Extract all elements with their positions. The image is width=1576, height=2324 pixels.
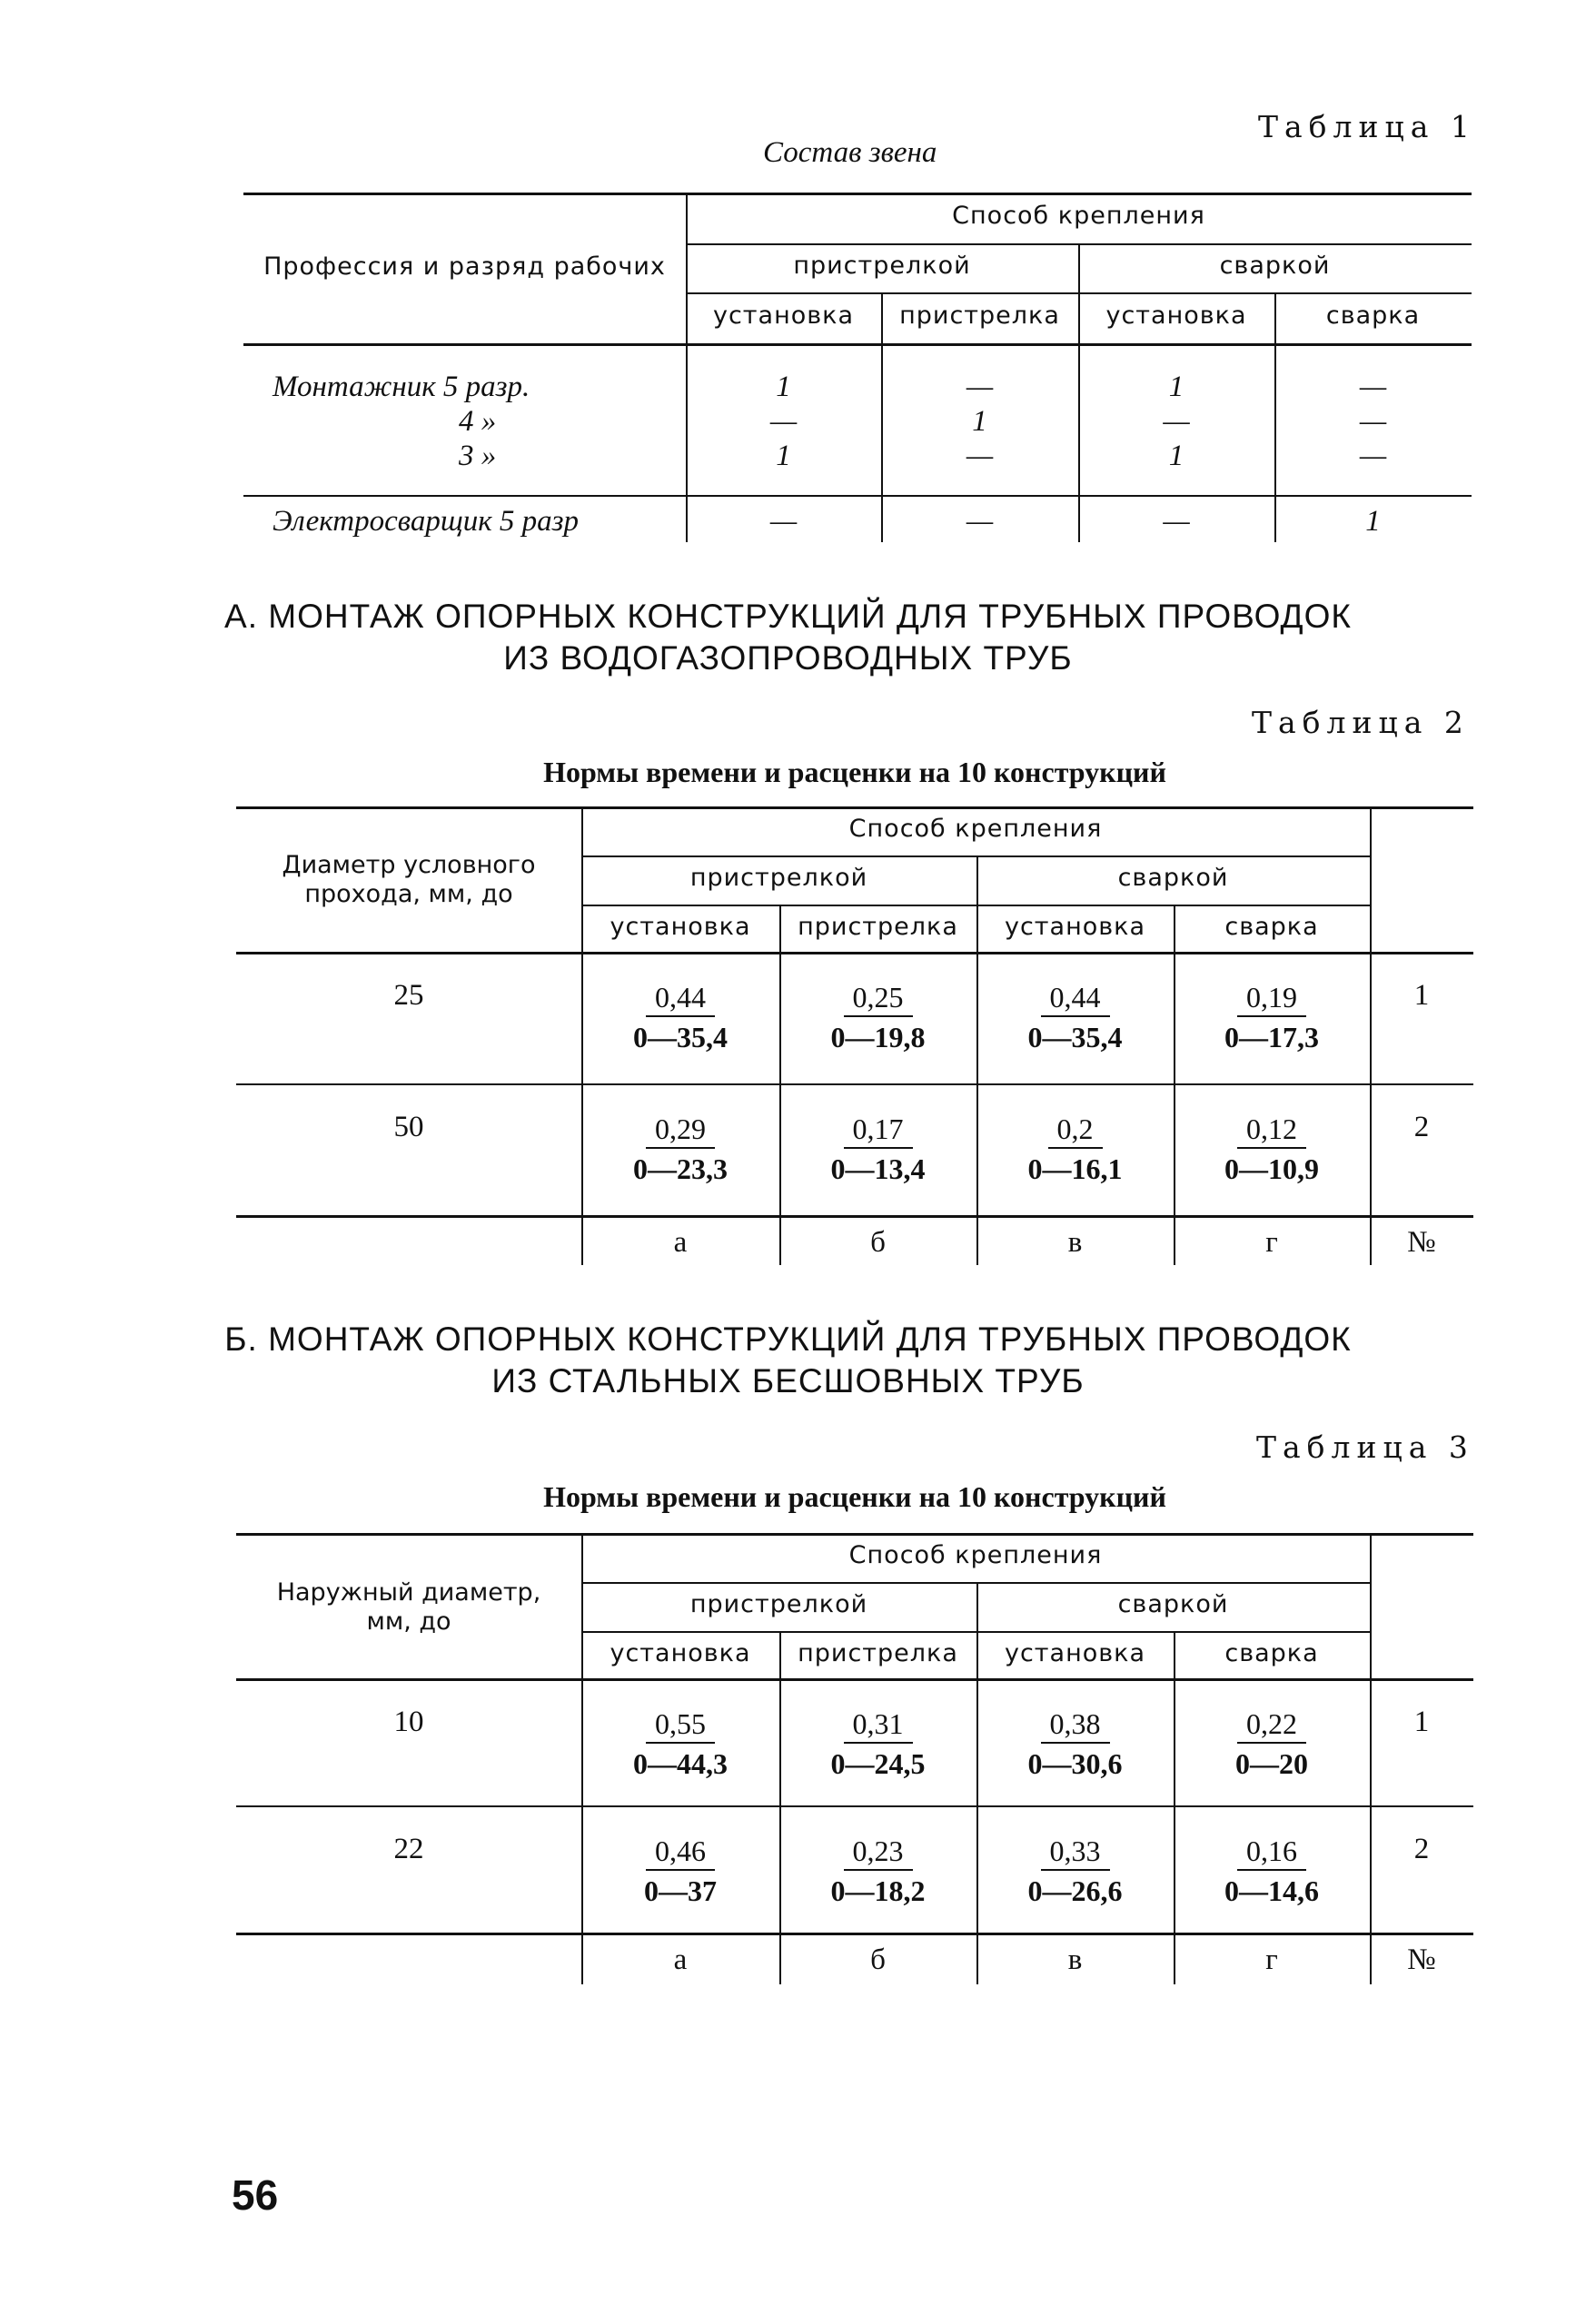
table2-value <box>581 981 779 1055</box>
table1-row-name: Монтажник 5 разр. <box>273 371 530 403</box>
table3-col-letter: г <box>1265 1943 1278 1976</box>
page-number: 56 <box>232 2171 279 2219</box>
table3-rule <box>581 1631 1370 1633</box>
table3-row-number: 2 <box>1413 1833 1430 1865</box>
table3-method-b: сваркой <box>1117 1590 1229 1618</box>
table1-row-name: 4 » <box>459 405 497 438</box>
table2-row-number: 2 <box>1413 1111 1430 1143</box>
rate: 0—44,3 <box>633 1747 728 1780</box>
norm: 0,17 <box>844 1113 913 1149</box>
table2-header-rule <box>236 952 1473 954</box>
table2-rule <box>581 855 1370 857</box>
table2-divider <box>779 905 781 1265</box>
table1-top-rule <box>243 193 1472 195</box>
table3-col-letter: а <box>673 1943 688 1976</box>
table2-rule <box>581 905 1370 906</box>
table2-method-b: сваркой <box>1117 864 1229 892</box>
table3-rule <box>581 1582 1370 1584</box>
rate: 0—19,8 <box>830 1021 926 1053</box>
table1-method-b: сваркой <box>1219 252 1331 280</box>
table1-group-header: Способ крепления <box>952 202 1205 230</box>
table2-top-rule <box>236 806 1473 809</box>
norm: 0,23 <box>844 1834 913 1871</box>
section-b-line2: ИЗ СТАЛЬНЫХ БЕСШОВНЫХ ТРУБ <box>491 1362 1085 1399</box>
table3-param: 22 <box>393 1833 424 1865</box>
table3-title: Нормы времени и расценки на 10 конструкций <box>543 1480 1166 1513</box>
table3-value <box>976 1834 1174 1909</box>
table3-col-letter: в <box>1067 1943 1083 1976</box>
table2-row-number: 1 <box>1413 979 1430 1012</box>
rate: 0—13,4 <box>830 1152 926 1185</box>
table3-value <box>779 1707 976 1782</box>
norm: 0,25 <box>844 981 913 1017</box>
table1-header-rule <box>243 343 1472 346</box>
table3-op: пристрелка <box>798 1639 958 1667</box>
table1-op: установка <box>1105 302 1247 330</box>
rate: 0—35,4 <box>633 1021 728 1053</box>
rate: 0—14,6 <box>1224 1874 1319 1907</box>
norm: 0,33 <box>1041 1834 1110 1871</box>
table3-col-header: Наружный диаметр, мм, до <box>276 1578 541 1636</box>
table3-rule <box>236 1805 1473 1807</box>
table3-divider <box>1370 1533 1372 1984</box>
table3-label: Таблица 3 <box>1256 1429 1474 1465</box>
table1-cell: — <box>769 505 798 538</box>
rate: 0—35,4 <box>1027 1021 1123 1053</box>
rate: 0—10,9 <box>1224 1152 1319 1185</box>
table1-row-name: Электросварщик 5 разр <box>273 505 580 538</box>
norm: 0,2 <box>1048 1113 1103 1149</box>
table3-value <box>581 1707 779 1782</box>
table2-col-letter: № <box>1407 1226 1436 1259</box>
section-b-line1: Б. МОНТАЖ ОПОРНЫХ КОНСТРУКЦИЙ ДЛЯ ТРУБНЫХ ПРОВОДОК <box>224 1320 1352 1358</box>
norm: 0,46 <box>646 1834 715 1871</box>
table2-divider <box>1370 806 1372 1265</box>
table3-value <box>976 1707 1174 1782</box>
table3-row-number: 1 <box>1413 1706 1430 1738</box>
rate: 0—20 <box>1235 1747 1308 1780</box>
table2-col-header: Диаметр условного прохода, мм, до <box>282 851 536 908</box>
table2-value <box>779 1113 976 1187</box>
table3-method-a: пристрелкой <box>689 1590 868 1618</box>
section-a-line2: ИЗ ВОДОГАЗОПРОВОДНЫХ ТРУБ <box>503 639 1073 677</box>
table1-col-header: Профессия и разряд рабочих <box>263 252 666 281</box>
table2-col-letter: г <box>1265 1226 1278 1259</box>
table2-value <box>1174 981 1370 1055</box>
section-b-heading <box>0 1319 1576 1402</box>
norm: 0,22 <box>1237 1707 1306 1744</box>
table1-cell: — <box>966 505 994 538</box>
table2-label: Таблица 2 <box>1252 705 1470 740</box>
table2-op: установка <box>610 913 751 941</box>
table3-value <box>581 1834 779 1909</box>
table3-value <box>779 1834 976 1909</box>
rate: 0—30,6 <box>1027 1747 1123 1780</box>
table1-cell: — <box>966 440 994 472</box>
table2-col-letter: б <box>870 1226 886 1259</box>
table2-group-header: Способ крепления <box>848 815 1103 843</box>
rate: 0—17,3 <box>1224 1021 1319 1053</box>
table3-group-header: Способ крепления <box>848 1541 1103 1569</box>
rate: 0—26,6 <box>1027 1874 1123 1907</box>
table1-cell: — <box>1163 505 1190 538</box>
table3-col-letter: б <box>870 1943 886 1976</box>
table2-param: 25 <box>393 979 424 1012</box>
table3-value <box>1174 1834 1370 1909</box>
section-a-heading <box>0 596 1576 679</box>
table1-label: Таблица 1 <box>1258 109 1476 144</box>
table3-op: установка <box>610 1639 751 1667</box>
table3-divider <box>779 1631 781 1984</box>
table1-op: установка <box>712 302 855 330</box>
table2-value <box>976 981 1174 1055</box>
table1-cell: 1 <box>776 371 791 403</box>
table1-op: сварка <box>1325 302 1421 330</box>
table3-op: установка <box>1004 1639 1146 1667</box>
norm: 0,44 <box>646 981 715 1017</box>
table2-col-letter: в <box>1067 1226 1083 1259</box>
table1-rule <box>243 495 1472 497</box>
table1-cell: — <box>1359 371 1387 403</box>
table3-top-rule <box>236 1533 1473 1536</box>
norm: 0,16 <box>1237 1834 1306 1871</box>
table2-op: сварка <box>1224 913 1319 941</box>
table1-cell: — <box>769 405 798 438</box>
table1-row-name: 3 » <box>459 440 497 472</box>
rate: 0—24,5 <box>830 1747 926 1780</box>
table3-body-rule <box>236 1933 1473 1935</box>
table1-divider <box>686 193 688 542</box>
table2-rule <box>236 1083 1473 1085</box>
table1-op: пристрелка <box>899 302 1060 330</box>
section-a-line1: А. МОНТАЖ ОПОРНЫХ КОНСТРУКЦИЙ ДЛЯ ТРУБНЫХ ПРОВОДОК <box>224 598 1352 635</box>
norm: 0,12 <box>1237 1113 1306 1149</box>
norm: 0,19 <box>1237 981 1306 1017</box>
table3-value <box>1174 1707 1370 1782</box>
table2-method-a: пристрелкой <box>689 864 868 892</box>
table1-cell: — <box>1359 405 1387 438</box>
table3-col-letter: № <box>1407 1943 1436 1976</box>
table2-col-letter: а <box>673 1226 688 1259</box>
table2-value <box>581 1113 779 1187</box>
rate: 0—37 <box>644 1874 717 1907</box>
table3-divider <box>1174 1631 1175 1984</box>
table3-header-rule <box>236 1678 1473 1681</box>
table2-value <box>779 981 976 1055</box>
table1-cell: — <box>1163 405 1190 438</box>
table1-cell: — <box>966 371 994 403</box>
table2-body-rule <box>236 1215 1473 1218</box>
table2-op: установка <box>1004 913 1146 941</box>
table2-value <box>976 1113 1174 1187</box>
norm: 0,44 <box>1041 981 1110 1017</box>
table2-param: 50 <box>393 1111 424 1143</box>
table1-method-a: пристрелкой <box>793 252 971 280</box>
table2-divider <box>1174 905 1175 1265</box>
rate: 0—16,1 <box>1027 1152 1123 1185</box>
norm: 0,31 <box>844 1707 913 1744</box>
rate: 0—23,3 <box>633 1152 728 1185</box>
table2-op: пристрелка <box>798 913 958 941</box>
table2-value <box>1174 1113 1370 1187</box>
table2-title: Нормы времени и расценки на 10 конструкций <box>543 756 1166 788</box>
table1-cell: — <box>1359 440 1387 472</box>
table1-cell: 1 <box>1365 505 1381 538</box>
table1-cell: 1 <box>972 405 987 438</box>
table3-op: сварка <box>1224 1639 1319 1667</box>
table1-cell: 1 <box>1168 371 1184 403</box>
table1-title: Состав звена <box>763 136 937 169</box>
norm: 0,38 <box>1041 1707 1110 1744</box>
table1-cell: 1 <box>1168 440 1184 472</box>
table1-cell: 1 <box>776 440 791 472</box>
norm: 0,55 <box>646 1707 715 1744</box>
table3-param: 10 <box>393 1706 424 1738</box>
norm: 0,29 <box>646 1113 715 1149</box>
rate: 0—18,2 <box>830 1874 926 1907</box>
